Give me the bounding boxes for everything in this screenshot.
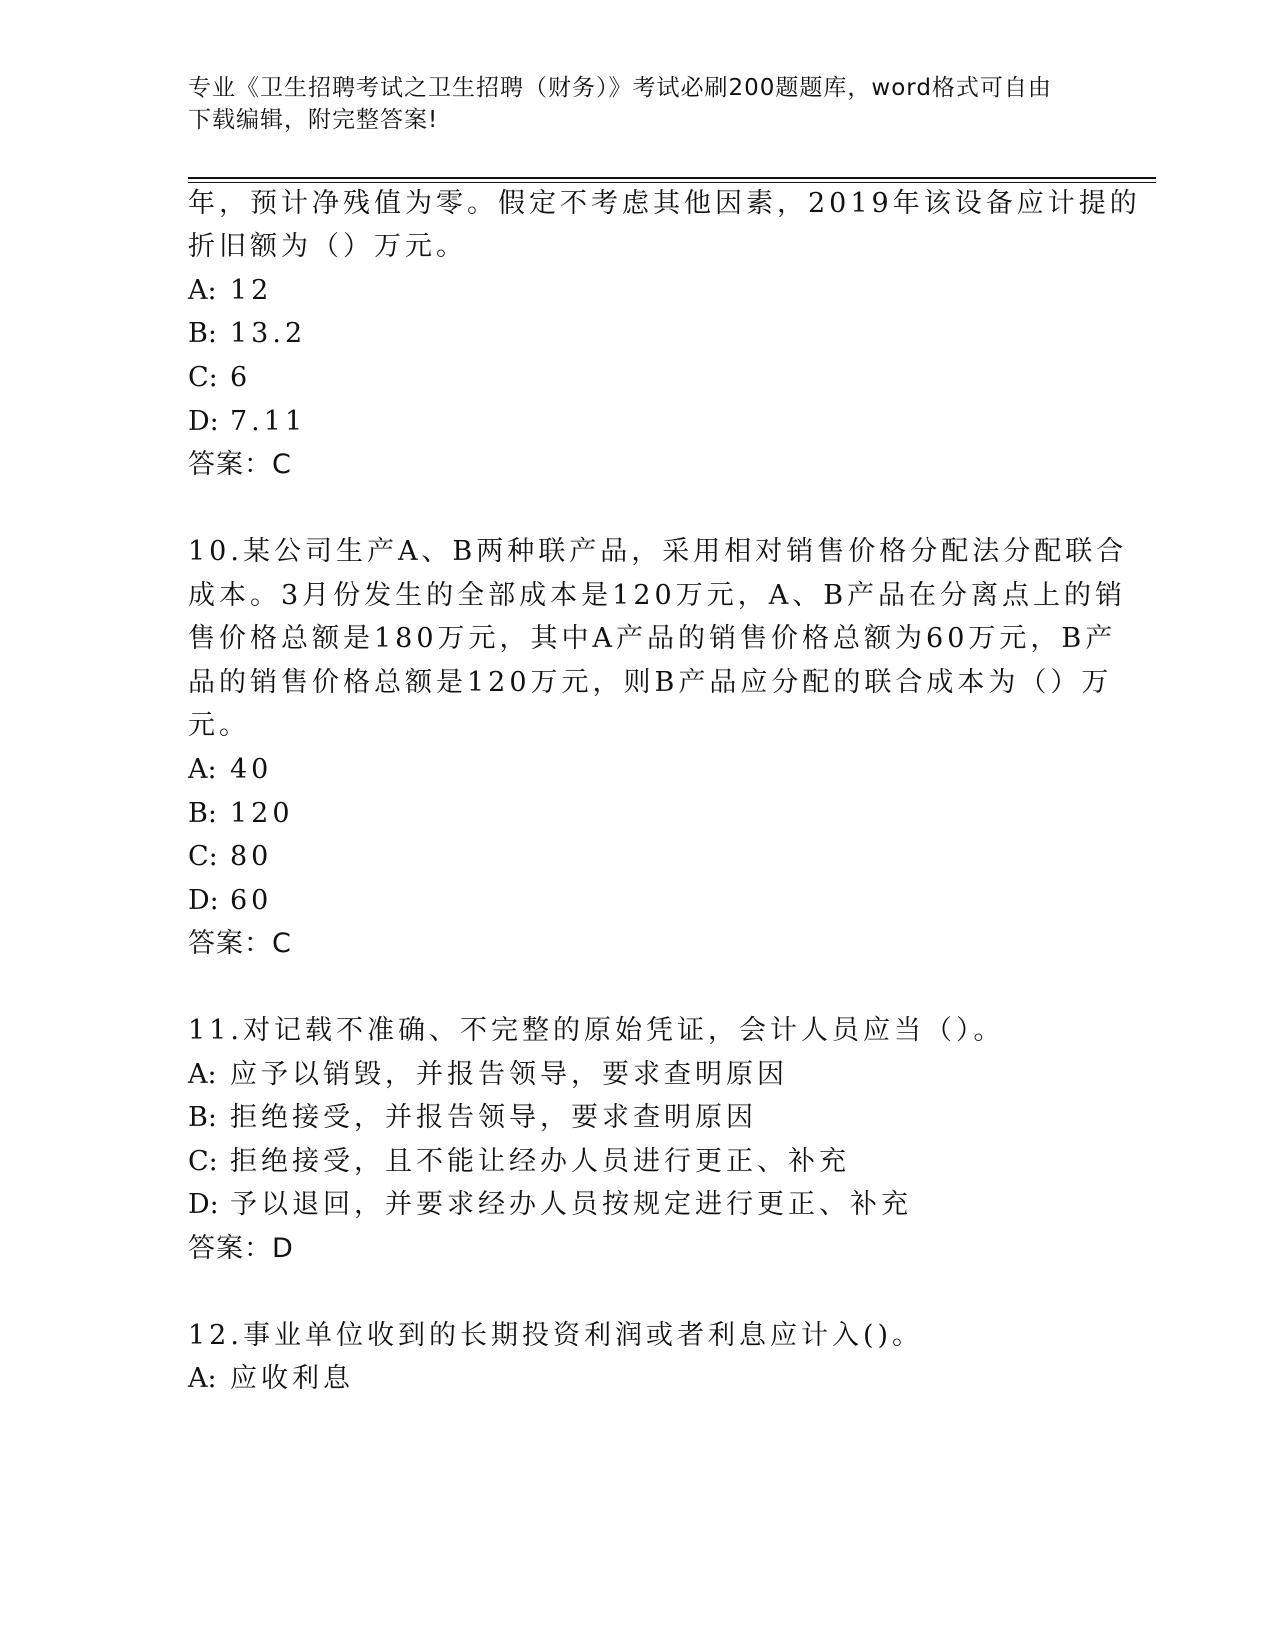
option-b	[188, 1101, 757, 1135]
option-d	[188, 1188, 912, 1222]
option-text: 13.2	[230, 318, 307, 349]
answer-line: 答案：D	[188, 1233, 294, 1264]
question-text-line: 10.某公司生产A、B两种联产品，采用相对销售价格分配法分配联合	[188, 536, 1128, 567]
option-text: 60	[230, 885, 273, 916]
option-letter: C:	[188, 1146, 218, 1177]
option-text: 80	[230, 841, 273, 872]
option-letter: D:	[188, 1189, 219, 1220]
option-a	[188, 274, 272, 308]
option-a	[188, 753, 272, 787]
option-b	[188, 797, 294, 831]
option-letter: B:	[188, 318, 217, 349]
option-letter: B:	[188, 1102, 217, 1133]
option-letter: C:	[188, 362, 218, 393]
header-divider-thick	[188, 177, 1156, 179]
option-text: 6	[230, 362, 252, 393]
option-c	[188, 361, 251, 395]
option-c	[188, 840, 272, 874]
question-text-line: 折旧额为（）万元。	[188, 231, 467, 262]
option-letter: A:	[188, 1363, 217, 1394]
option-d	[188, 405, 306, 439]
document-title: 专业《卫生招聘考试之卫生招聘（财务）》考试必刷200题题库，word格式可自由下载编辑，附完整答案!	[188, 75, 1052, 133]
question-text-line: 成本。3月份发生的全部成本是120万元，A、B产品在分离点上的销	[188, 580, 1127, 611]
option-text: 40	[230, 754, 273, 785]
option-text: 拒绝接受，且不能让经办人员进行更正、补充	[230, 1146, 850, 1177]
option-a	[188, 1362, 354, 1396]
question-text-line: 12.事业单位收到的长期投资利润或者利息应计入()。	[188, 1320, 924, 1351]
option-letter: A:	[188, 275, 217, 306]
answer-line: 答案：C	[188, 928, 292, 959]
option-letter: A:	[188, 754, 217, 785]
option-text: 应予以销毁，并报告领导，要求查明原因	[230, 1059, 788, 1090]
option-text: 予以退回，并要求经办人员按规定进行更正、补充	[230, 1189, 912, 1220]
option-letter: B:	[188, 798, 217, 829]
option-text: 120	[230, 798, 294, 829]
option-d	[188, 884, 272, 918]
option-c	[188, 1145, 850, 1179]
option-letter: C:	[188, 841, 218, 872]
question-text-line: 售价格总额是180万元，其中A产品的销售价格总额为60万元，B产	[188, 623, 1117, 654]
option-a	[188, 1058, 788, 1092]
question-text-line: 品的销售价格总额是120万元，则B产品应分配的联合成本为（）万	[188, 667, 1113, 698]
question-text-line: 11.对记载不准确、不完整的原始凭证，会计人员应当（）。	[188, 1015, 1005, 1046]
option-letter: D:	[188, 406, 219, 437]
option-text: 拒绝接受，并报告领导，要求查明原因	[230, 1102, 757, 1133]
option-letter: D:	[188, 885, 219, 916]
answer-line: 答案：C	[188, 449, 292, 480]
option-text: 12	[230, 275, 273, 306]
question-text-line: 年，预计净残值为零。假定不考虑其他因素，2019年该设备应计提的	[188, 188, 1141, 219]
option-text: 7.11	[230, 406, 307, 437]
option-b	[188, 317, 306, 351]
option-text: 应收利息	[230, 1363, 354, 1394]
question-text-line: 元。	[188, 710, 250, 741]
header-divider-thin	[188, 182, 1156, 183]
option-letter: A:	[188, 1059, 217, 1090]
